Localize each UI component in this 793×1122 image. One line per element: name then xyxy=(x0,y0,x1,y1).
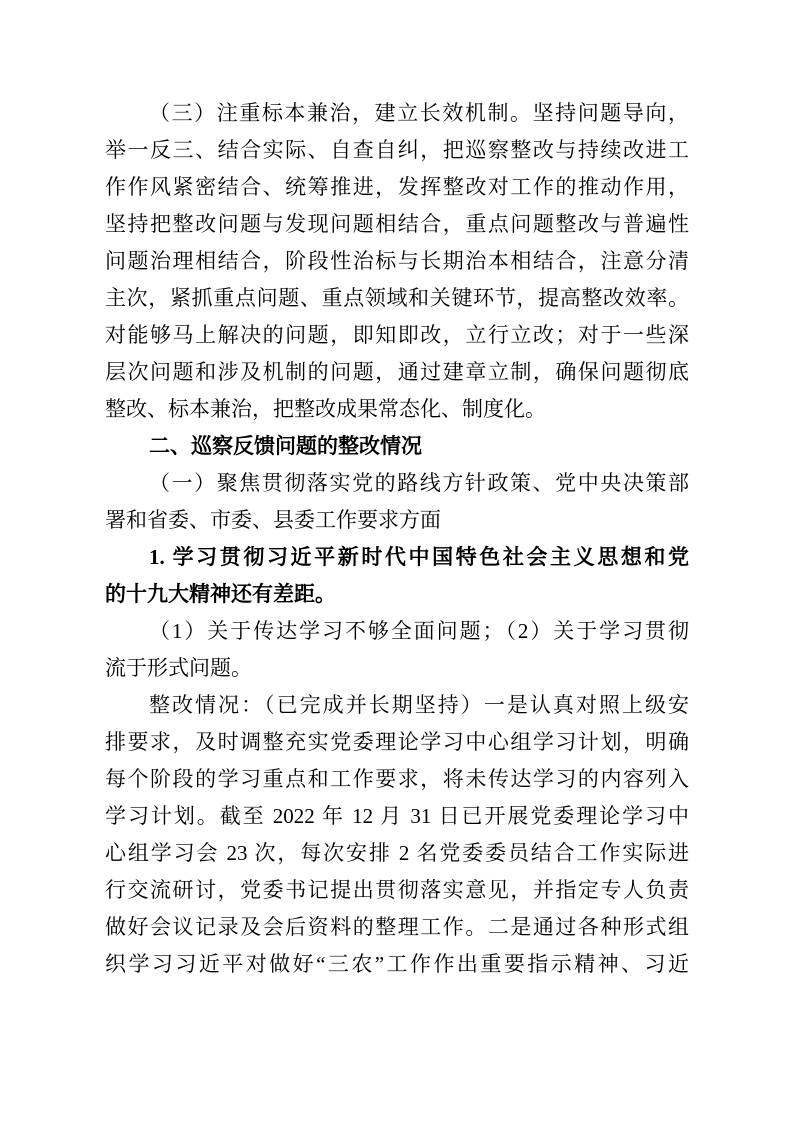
text-line: 二、巡察反馈问题的整改情况 xyxy=(149,435,422,458)
heading-section-two xyxy=(105,428,689,465)
text-line: 排要求，及时调整充实党委理论学习中心组学习计划，明确 xyxy=(105,730,689,754)
text-line: （1）关于传达学习不够全面问题；（2）关于学习贯彻 xyxy=(149,619,689,643)
text-line: 署和省委、市委、县委工作要求方面 xyxy=(105,508,441,532)
heading-subsection-one xyxy=(105,465,689,539)
text-line: 主次，紧抓重点问题、重点领域和关键环节，提高整改效率。 xyxy=(105,286,689,310)
text-line: 行交流研讨，党委书记提出贯彻落实意见，并指定专人负责 xyxy=(105,878,689,902)
text-line: 每个阶段的学习重点和工作要求，将未传达学习的内容列入 xyxy=(105,767,689,791)
text-line: 举一反三、结合实际、自查自纠，把巡察整改与持续改进工 xyxy=(105,138,689,162)
text-line: 整改、标本兼治，把整改成果常态化、制度化。 xyxy=(105,397,546,421)
text-line: 心组学习会 23 次，每次安排 2 名党委委员结合工作实际进 xyxy=(105,841,689,865)
text-line: 坚持把整改问题与发现问题相结合，重点问题整改与普遍性 xyxy=(105,212,689,236)
text-line: （三）注重标本兼治，建立长效机制。坚持问题导向， xyxy=(149,101,689,125)
heading-issue-1 xyxy=(105,539,689,613)
text-line: 做好会议记录及会后资料的整理工作。二是通过各种形式组 xyxy=(105,915,689,939)
text-line: （一）聚焦贯彻落实党的路线方针政策、党中央决策部 xyxy=(149,471,689,495)
text-line: 问题治理相结合，阶段性治标与长期治本相结合，注意分清 xyxy=(105,249,689,273)
text-line: 1. 学习贯彻习近平新时代中国特色社会主义思想和党 xyxy=(149,545,689,569)
para-section-three xyxy=(105,95,689,428)
text-line: 对能够马上解决的问题，即知即改，立行立改；对于一些深 xyxy=(105,323,689,347)
text-line: 的十九大精神还有差距。 xyxy=(105,582,336,606)
page-content xyxy=(105,95,689,983)
text-line: 整改情况：（已完成并长期坚持）一是认真对照上级安 xyxy=(149,693,689,717)
text-line: 作作风紧密结合、统筹推进，发挥整改对工作的推动作用， xyxy=(105,175,689,199)
para-rectification-status xyxy=(105,687,689,983)
text-line: 层次问题和涉及机制的问题，通过建章立制，确保问题彻底 xyxy=(105,360,689,384)
text-line: 织学习习近平对做好“三农”工作作出重要指示精神、习近 xyxy=(105,952,689,976)
text-line: 流于形式问题。 xyxy=(105,656,252,680)
text-line: 学习计划。截至 2022 年 12 月 31 日已开展党委理论学习中 xyxy=(105,804,689,828)
para-issue-items xyxy=(105,613,689,687)
